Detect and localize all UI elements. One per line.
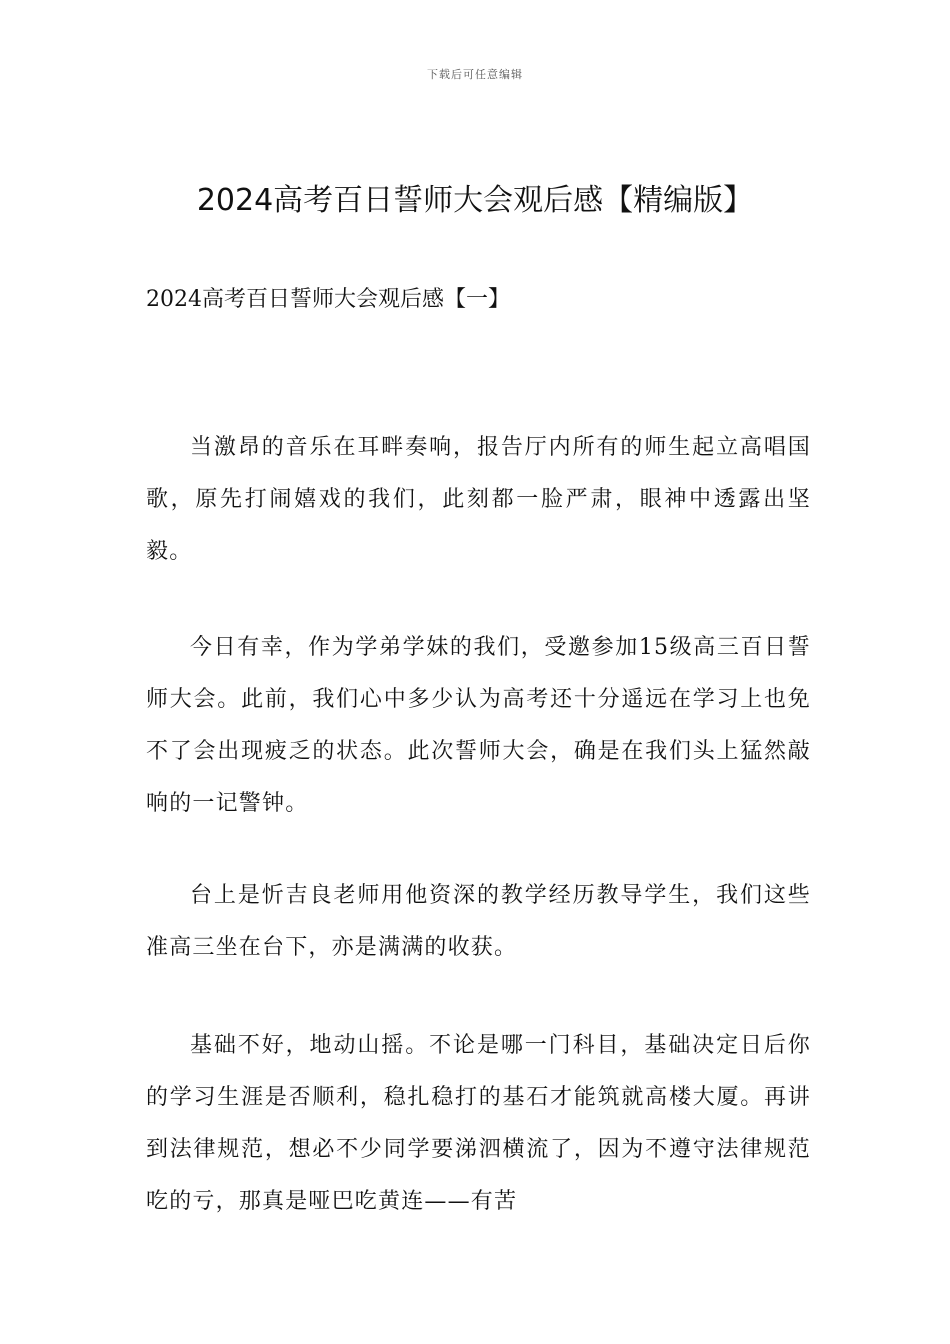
document-title: 2024高考百日誓师大会观后感【精编版】	[196, 183, 754, 218]
body-paragraph: 当激昂的音乐在耳畔奏响，报告厅内所有的师生起立高唱国歌，原先打闹嬉戏的我们，此刻都一脸严肃，眼神中透露出坚毅。	[146, 435, 811, 564]
body-paragraph: 台上是忻吉良老师用他资深的教学经历教导学生，我们这些准高三坐在台下，亦是满满的收获。	[146, 883, 811, 960]
section-heading: 2024高考百日誓师大会观后感【一】	[146, 287, 510, 312]
body-paragraph: 今日有幸，作为学弟学妹的我们，受邀参加15级高三百日誓师大会。此前，我们心中多少认为高考还十分遥远在学习上也免不了会出现疲乏的状态。此次誓师大会，确是在我们头上猛然敲响的一记警钟。	[146, 635, 811, 816]
header-note: 下载后可任意编辑	[427, 68, 523, 81]
body-paragraph: 基础不好，地动山摇。不论是哪一门科目，基础决定日后你的学习生涯是否顺利，稳扎稳打的基石才能筑就高楼大厦。再讲到法律规范，想必不少同学要涕泗横流了，因为不遵守法律规范吃的亏，那真是哑巴吃黄连——有苦	[146, 1033, 811, 1214]
